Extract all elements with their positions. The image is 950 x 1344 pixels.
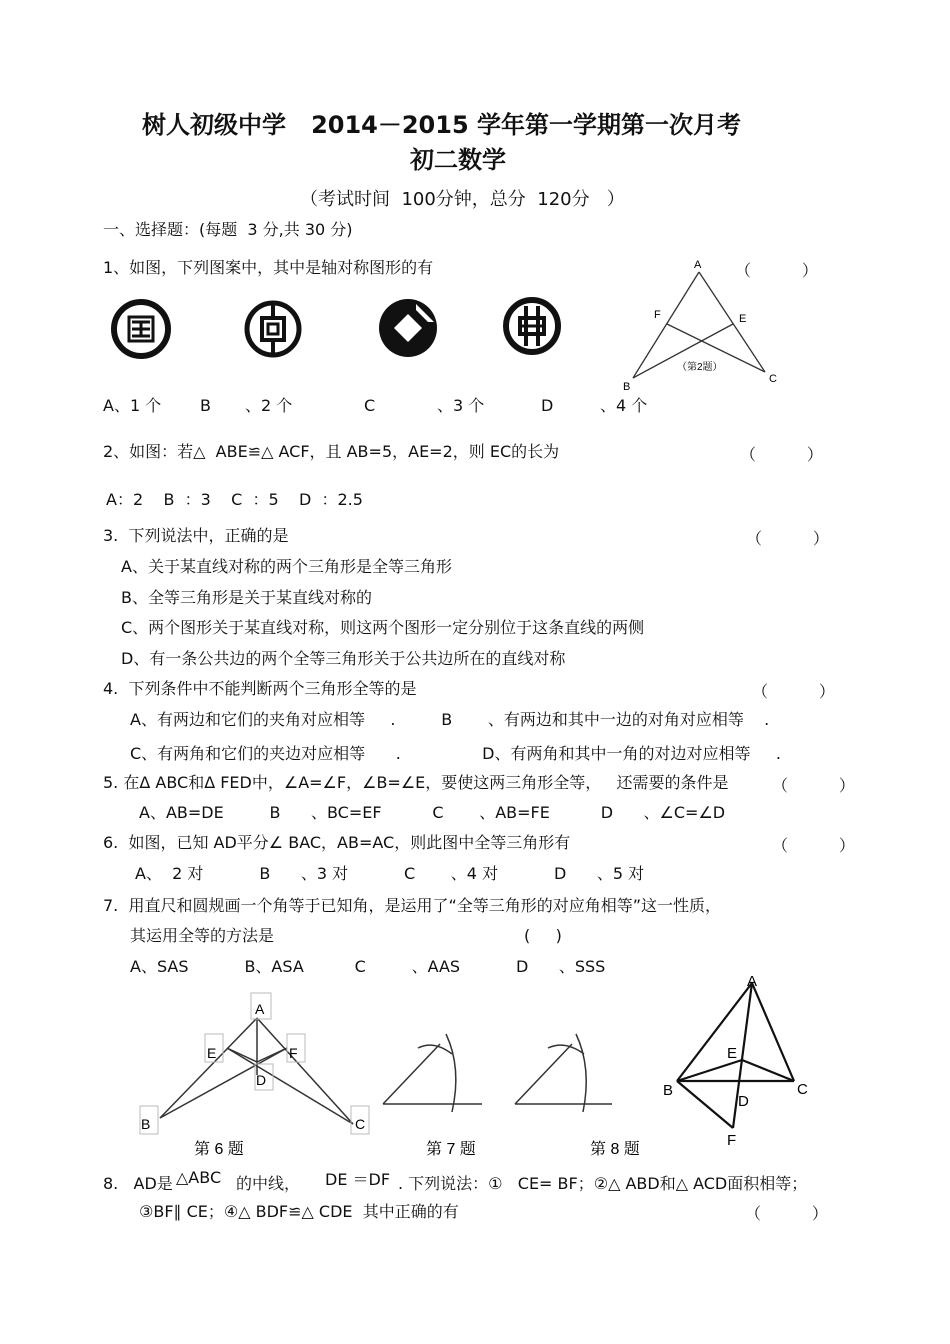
- fig-right-label-f: F: [727, 1132, 737, 1149]
- fig2-label-f: F: [654, 309, 661, 321]
- fig2-label-a: A: [694, 259, 702, 271]
- fig-right-label-a: A: [747, 973, 758, 990]
- fig6-label-e: E: [207, 1045, 217, 1061]
- q2-answer-paren: （ ）: [740, 445, 823, 464]
- q8-answer-paren: （ ）: [745, 1204, 828, 1223]
- figure-q7: [383, 1034, 482, 1112]
- q1-option-a: A、1 个: [103, 396, 162, 415]
- q7-answer-paren: ( ): [524, 926, 562, 945]
- fig-right-label-e: E: [727, 1045, 738, 1062]
- q3-answer-paren: （ ）: [746, 529, 829, 548]
- exam-title: 树人初级中学 2014－2015 学年第一学期第一次月考: [142, 111, 742, 139]
- fig8-caption: 第 8 题: [590, 1141, 640, 1158]
- fig6-label-b: B: [141, 1116, 151, 1132]
- q1-option-b-text: 、2 个: [245, 396, 293, 415]
- q4-options-row1: A、有两边和它们的夹角对应相等 . B 、有两边和其中一边的对角对应相等 .: [130, 710, 770, 729]
- fig2-label-b: B: [623, 381, 631, 393]
- q3-option-c: C、两个图形关于某直线对称，则这两个图形一定分别位于这条直线的两侧: [121, 618, 645, 637]
- q7-stem-line2: 其运用全等的方法是: [130, 926, 275, 945]
- section-heading: 一、选择题：(每题 3 分,共 30 分): [103, 220, 353, 239]
- fig2-caption: （第2题）: [677, 362, 723, 373]
- fig6-label-f: F: [289, 1045, 298, 1061]
- fig-right-label-c: C: [797, 1081, 808, 1098]
- exam-info: （考试时间 100分钟，总分 120分 ）: [300, 189, 625, 210]
- fig-right-label-b: B: [663, 1082, 674, 1099]
- q1-option-b: B: [200, 396, 211, 415]
- fig6-label-a: A: [255, 1001, 265, 1017]
- q1-answer-paren: （ ）: [735, 261, 818, 280]
- figure-q6: [160, 1018, 353, 1124]
- q7-stem-line1: 7. 用直尺和圆规画一个角等于已知角，是运用了“全等三角形的对应角相等”这一性质，: [103, 896, 722, 915]
- q3-option-d: D、有一条公共边的两个全等三角形关于公共边所在的直线对称: [121, 649, 566, 668]
- q6-answer-paren: （ ）: [772, 836, 855, 855]
- fig6-label-c: C: [355, 1116, 366, 1132]
- q8-stem-part3: . 下列说法：① CE= BF；②△ ABD和△ ACD面积相等；: [398, 1174, 808, 1193]
- q3-stem: 3. 下列说法中，正确的是: [103, 526, 289, 545]
- fig-right-label-d: D: [738, 1093, 749, 1110]
- q4-options-row2: C、有两角和它们的夹边对应相等 . D、有两角和其中一角的对边对应相等 .: [130, 744, 781, 763]
- fig7-caption: 第 7 题: [426, 1141, 476, 1158]
- q3-option-b: B、全等三角形是关于某直线对称的: [121, 588, 372, 607]
- q8-stem-part2: 的中线，: [236, 1174, 301, 1193]
- q1-option-d: D: [541, 396, 554, 415]
- fig2-label-e: E: [739, 313, 747, 325]
- q2-options: A：2 B ：3 C ：5 D ：2.5: [106, 490, 363, 509]
- q8-equation: DE ＝DF: [325, 1170, 391, 1189]
- q5-answer-paren: （ ）: [772, 776, 855, 795]
- fig6-label-d: D: [256, 1072, 267, 1088]
- fig6-caption: 第 6 题: [194, 1141, 244, 1158]
- q1-option-c: C: [364, 396, 376, 415]
- fig2-label-c: C: [769, 373, 777, 385]
- q1-option-d-text: 、4 个: [600, 396, 648, 415]
- exam-subject: 初二数学: [410, 146, 506, 174]
- q4-stem: 4. 下列条件中不能判断两个三角形全等的是: [103, 679, 417, 698]
- q4-answer-paren: （ ）: [752, 682, 835, 701]
- q8-stem-part1: 8. AD是: [103, 1174, 173, 1193]
- q8-stem-line2: ③BF∥ CE；④△ BDF≌△ CDE 其中正确的有: [139, 1202, 459, 1221]
- q5-options: A、AB=DE B 、BC=EF C 、AB=FE D 、∠C=∠D: [139, 803, 726, 822]
- q1-option-c-text: 、3 个: [437, 396, 485, 415]
- q3-option-a: A、关于某直线对称的两个三角形是全等三角形: [121, 557, 452, 576]
- q2-stem: 2、如图：若△ ABE≌△ ACF，且 AB=5，AE=2，则 EC的长为: [103, 442, 560, 461]
- q1-stem: 1、如图，下列图案中，其中是轴对称图形的有: [103, 258, 434, 277]
- q5-stem: 5. 在Δ ABC和Δ FED中，∠A=∠F，∠B=∠E，要使这两三角形全等， 还需要的条件是: [103, 773, 729, 792]
- q8-triangle-abc: △ABC: [176, 1168, 222, 1187]
- q6-stem: 6. 如图，已知 AD平分∠ BAC，AB=AC，则此图中全等三角形有: [103, 833, 571, 852]
- q6-options: A、 2 对 B 、3 对 C 、4 对 D 、5 对: [135, 864, 645, 883]
- figure-q8: [515, 1034, 612, 1112]
- q7-options: A、SAS B、ASA C 、AAS D 、SSS: [130, 957, 606, 976]
